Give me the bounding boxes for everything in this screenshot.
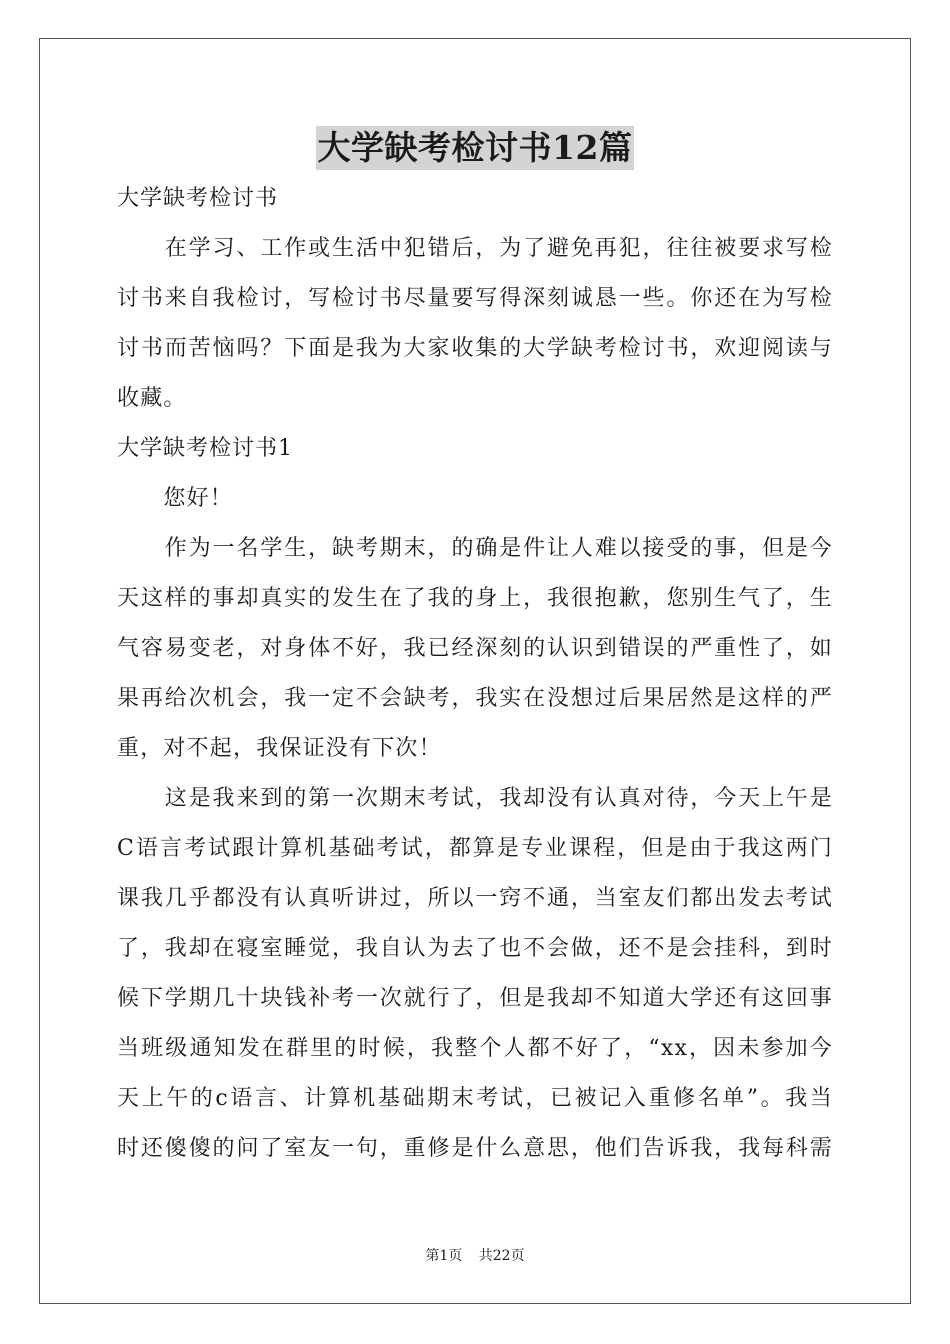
page-footer (0, 1246, 950, 1266)
body-line: 讨书来自我检讨，写检讨书尽量要写得深刻诚恳一些。你还在为写检 (117, 286, 833, 311)
body-line: 果再给次机会，我一定不会缺考，我实在没想过后果居然是这样的严 (117, 686, 833, 711)
body-line: 气容易变老，对身体不好，我已经深刻的认识到错误的严重性了，如 (117, 636, 833, 661)
page-border (39, 38, 911, 1304)
body-line: 课我几乎都没有认真听讲过，所以一窍不通，当室友们都出发去考试 (117, 886, 833, 911)
body-line: 天这样的事却真实的发生在了我的身上，我很抱歉，您别生气了，生 (117, 586, 833, 611)
body-line: 您好！ (117, 486, 234, 511)
body-line: 在学习、工作或生活中犯错后，为了避免再犯，往往被要求写检 (117, 236, 833, 261)
document-title: 大学缺考检讨书12篇 (316, 126, 635, 170)
body-line: 这是我来到的第一次期末考试，我却没有认真对待，今天上午是 (117, 786, 833, 811)
section-heading: 大学缺考检讨书1 (117, 436, 293, 461)
body-line: 讨书而苦恼吗？下面是我为大家收集的大学缺考检讨书，欢迎阅读与 (117, 336, 833, 361)
body-line: 重，对不起，我保证没有下次！ (117, 736, 442, 761)
title-container (0, 126, 950, 170)
body-line: 候下学期几十块钱补考一次就行了，但是我却不知道大学还有这回事 (117, 986, 833, 1011)
body-line: 时还傻傻的问了室友一句，重修是什么意思，他们告诉我，我每科需 (117, 1136, 833, 1161)
page-number: 第1页 (425, 1248, 463, 1264)
body-line: 收藏。 (117, 386, 187, 411)
body-line: 当班级通知发在群里的时候，我整个人都不好了，“xx，因未参加今 (117, 1036, 833, 1061)
page-total: 共22页 (478, 1248, 525, 1264)
body-line: 作为一名学生，缺考期末，的确是件让人难以接受的事，但是今 (117, 536, 833, 561)
body-line: 了，我却在寝室睡觉，我自认为去了也不会做，还不是会挂科，到时 (117, 936, 833, 961)
section-heading: 大学缺考检讨书 (117, 186, 279, 211)
body-line: C语言考试跟计算机基础考试，都算是专业课程，但是由于我这两门 (117, 836, 833, 861)
body-line: 天上午的c语言、计算机基础期末考试，已被记入重修名单”。我当 (117, 1086, 833, 1111)
